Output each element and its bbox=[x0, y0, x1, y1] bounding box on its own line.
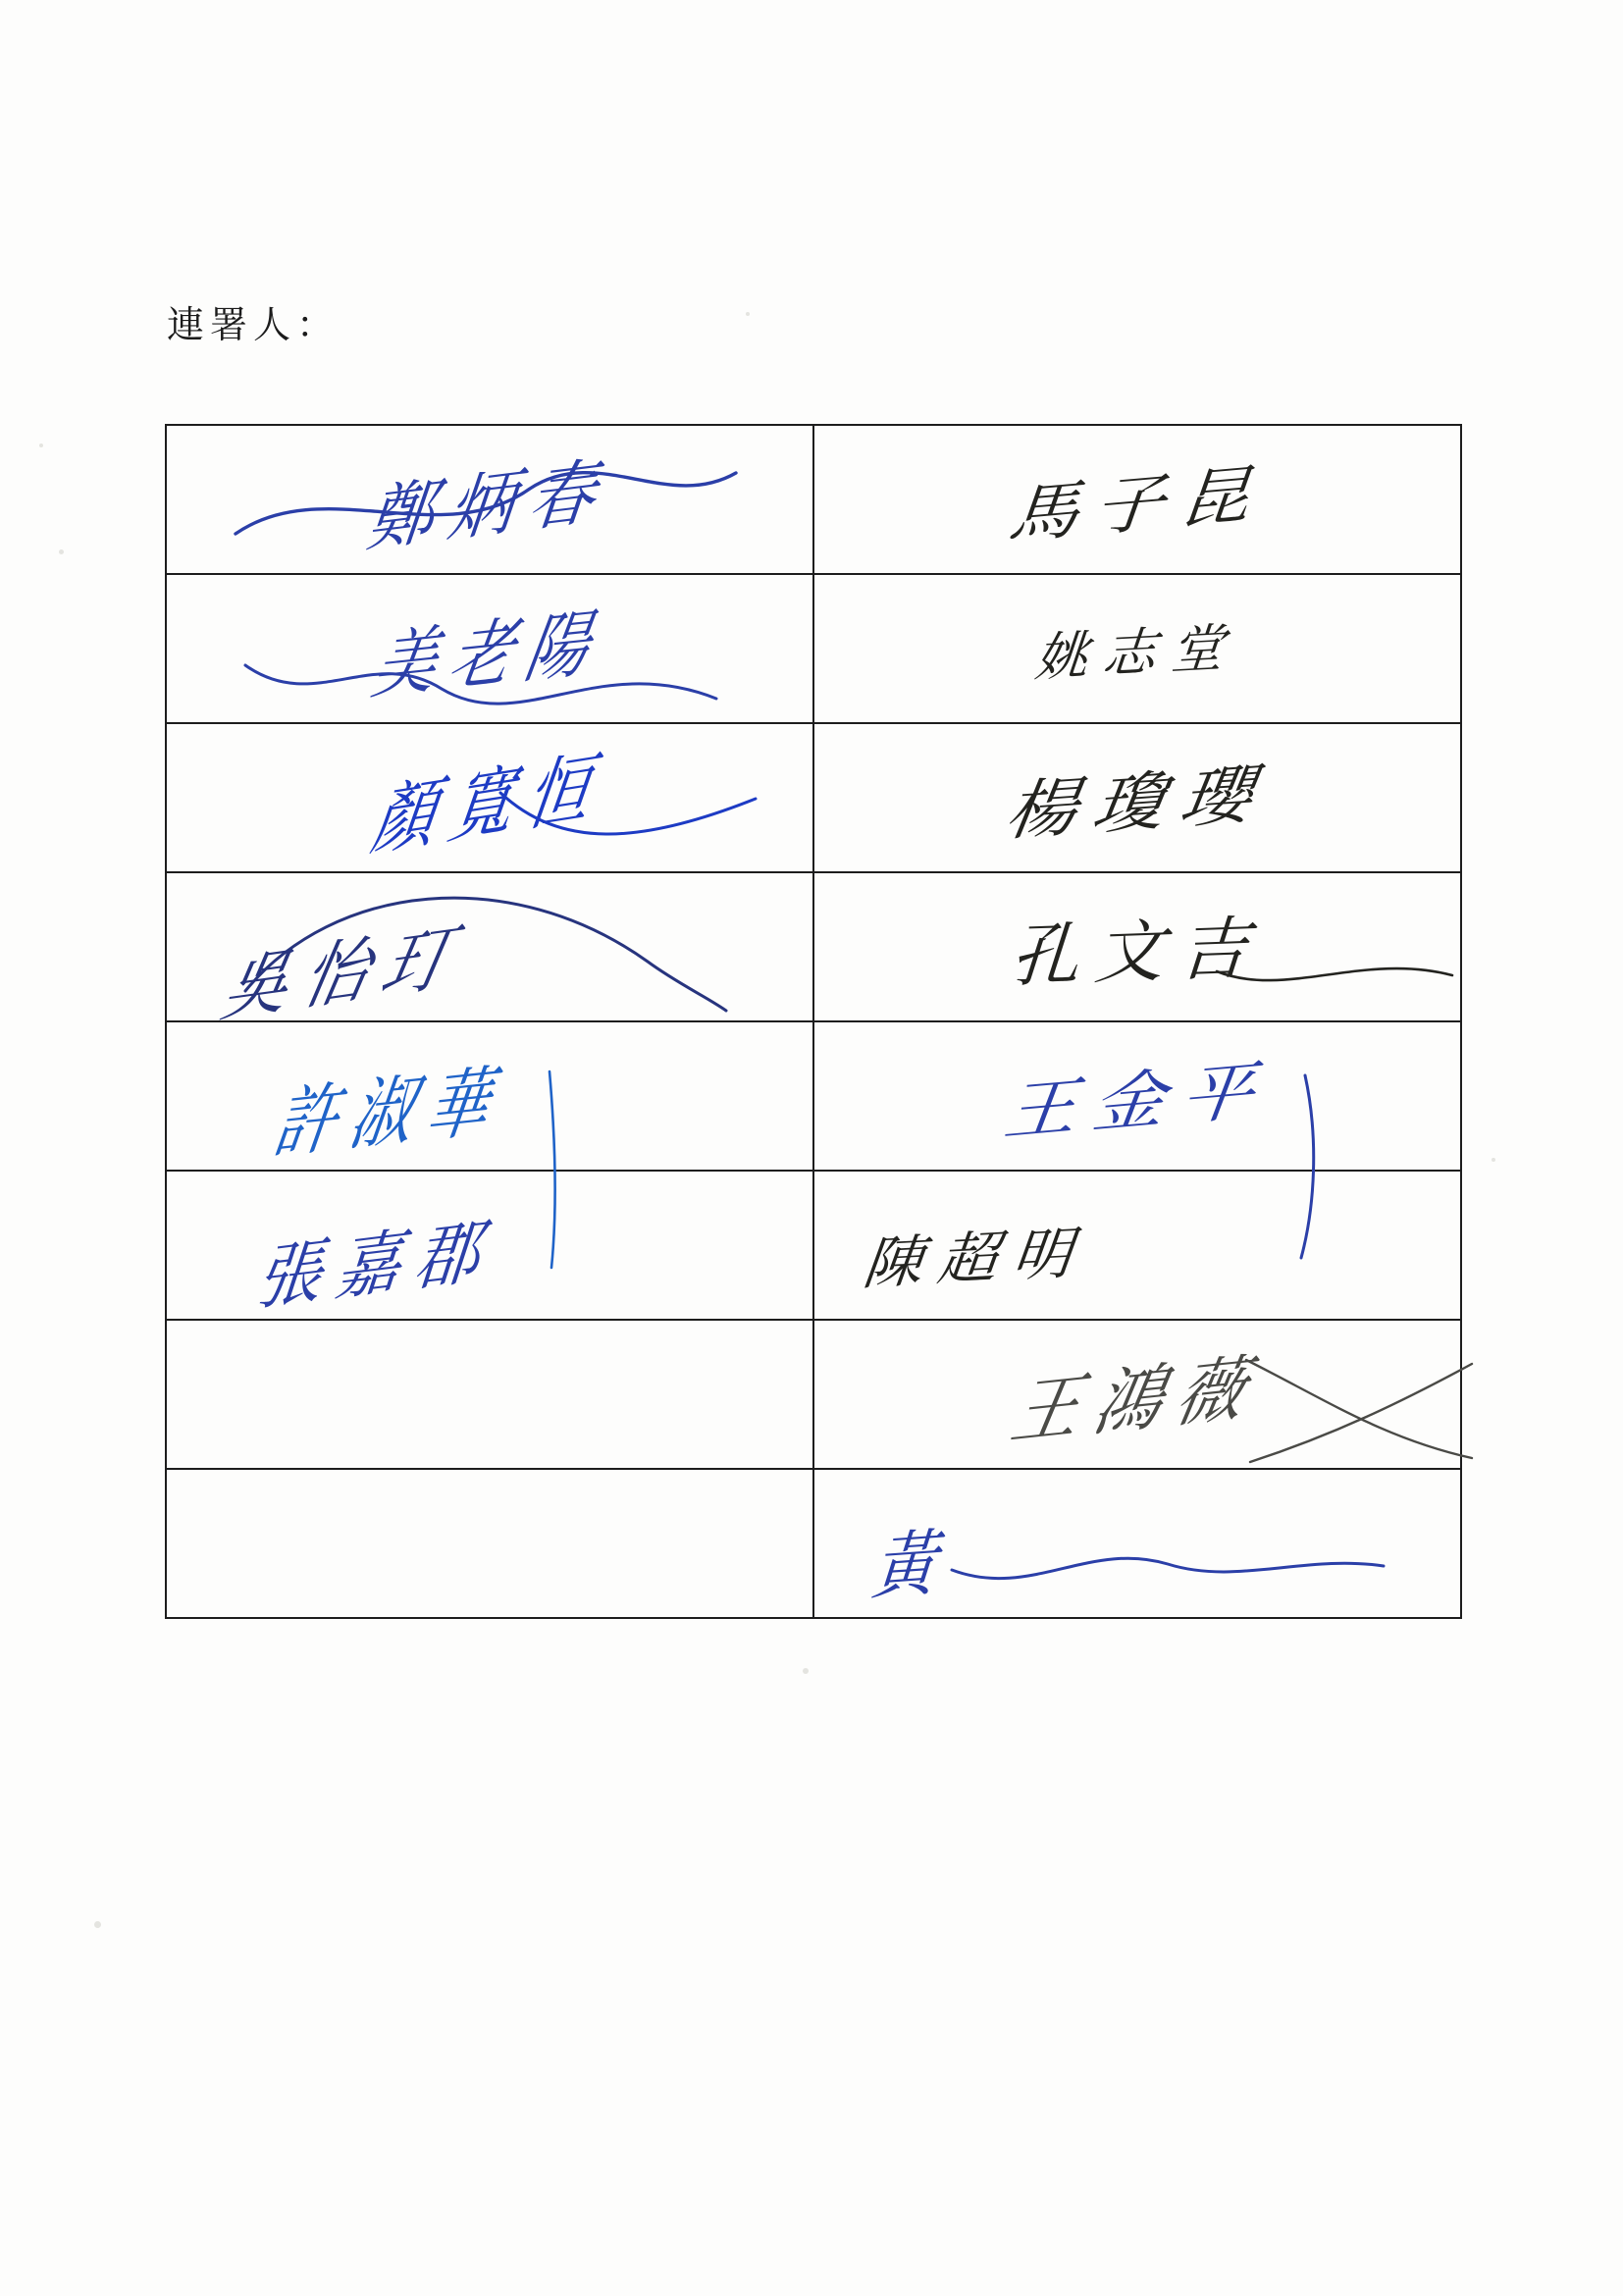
signature-mark: 許淑華 bbox=[267, 1057, 510, 1171]
signature-mark: 張嘉郡 bbox=[252, 1210, 498, 1322]
signature-cell-right[interactable] bbox=[813, 1021, 1461, 1171]
signature-mark: 鄭炳春 bbox=[362, 449, 615, 563]
signature-mark: 王金平 bbox=[1000, 1053, 1274, 1151]
signature-mark: 姚志堂 bbox=[1032, 617, 1241, 689]
signature-mark: 吳怡玎 bbox=[215, 915, 472, 1033]
signature-cell-left-empty[interactable] bbox=[166, 1469, 813, 1618]
scan-speckle bbox=[803, 1668, 809, 1674]
signature-mark: 美老陽 bbox=[366, 600, 610, 710]
signature-cell-right[interactable] bbox=[813, 872, 1461, 1021]
scan-speckle bbox=[39, 444, 43, 447]
page-title: 連署人： bbox=[167, 303, 340, 346]
signature-mark: 馬子昆 bbox=[1005, 457, 1269, 553]
scan-speckle bbox=[59, 549, 64, 554]
signature-table-body bbox=[166, 425, 1461, 1618]
signature-cell-right[interactable] bbox=[813, 574, 1461, 723]
signature-mark: 黃 bbox=[868, 1521, 955, 1611]
table-row bbox=[166, 1469, 1461, 1618]
scan-speckle bbox=[746, 312, 750, 316]
signature-mark: 陳超明 bbox=[860, 1219, 1091, 1297]
signature-mark: 楊瓊瓔 bbox=[1000, 757, 1273, 851]
signature-cell-right[interactable] bbox=[813, 723, 1461, 872]
signature-cell-right[interactable] bbox=[813, 425, 1461, 574]
signature-mark: 王鴻薇 bbox=[1004, 1346, 1268, 1456]
signature-mark: 顏寬恒 bbox=[365, 742, 611, 868]
signature-table bbox=[165, 424, 1462, 1619]
signature-cell-right[interactable] bbox=[813, 1469, 1461, 1618]
scan-speckle bbox=[94, 1921, 101, 1928]
signature-mark: 孔文吉 bbox=[1008, 909, 1266, 998]
